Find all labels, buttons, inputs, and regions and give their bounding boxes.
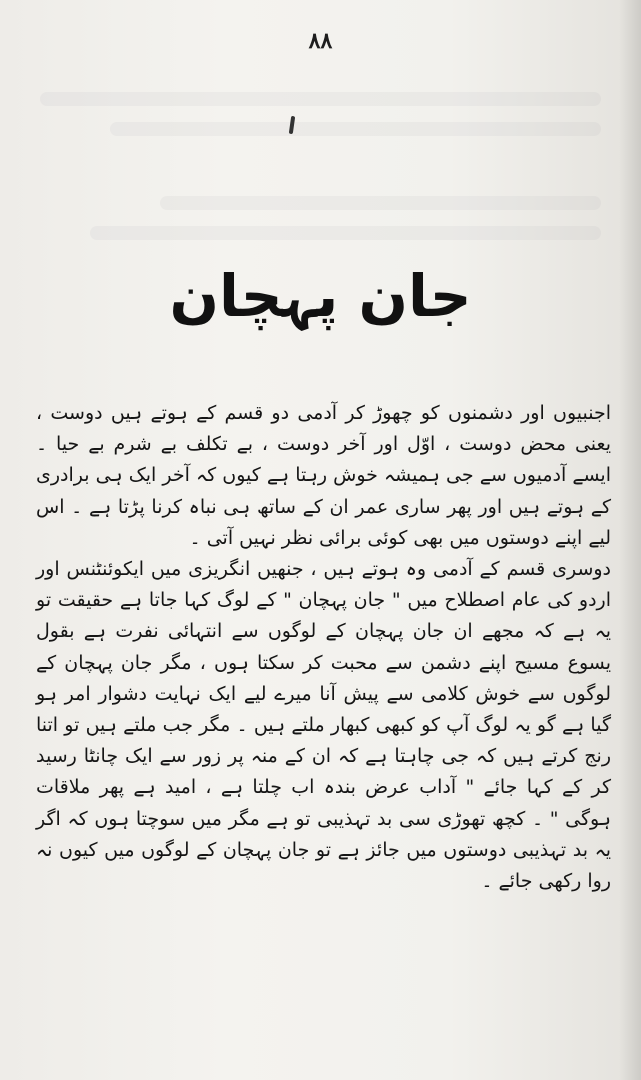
page-edge-shadow xyxy=(619,0,641,1080)
body-text xyxy=(36,398,611,897)
page-number: ۸۸ xyxy=(308,28,333,54)
chapter-title: جان پہچان xyxy=(169,262,472,330)
bleed-through-line xyxy=(40,92,601,106)
bleed-through-line xyxy=(110,122,601,136)
bleed-through-line xyxy=(90,226,601,240)
paragraph-2: دوسری قسم کے آدمی وہ ہوتے ہیں ، جنھیں انگریزی میں ایکوئنٹنس اور اردو کی عام اصطلاح میں " جان پہچان " کے لوگ کہا جاتا ہے حقیقت تو یہ ہے کہ مجھے ان جان پہچان کے لوگوں سے انتہائی نفرت ہے بقول یسوع مسیح اپنے دشمن سے محبت کر سکتا ہوں ، مگر جان پہچان کے لوگوں سے خوش کلامی سے پیش آنا میرے لیے ایک نہایت دشوار امر ہو گیا ہے گو یہ لوگ آپ کو کبھی کبھار ملتے ہیں ۔ مگر جب ملتے ہیں تو اتنا رنج کرتے ہیں کہ جی چاہتا ہے کہ ان کے منہ پر زور سے ایک چانٹا رسید کر کے کہا جائے " آداب عرض بندہ اب چلتا ہے ، امید ہے پھر ملاقات ہوگی " ۔ کچھ تھوڑی سی بد تہذیبی تو ہے مگر میں سوچتا ہوں کہ اگر یہ بد تہذیبی دوستوں میں جائز ہے تو جان پہچان کے لوگوں میں کیوں نہ روا رکھی جائے ۔ xyxy=(36,558,611,893)
bleed-through-line xyxy=(160,196,601,210)
paragraph-1: اجنبیوں اور دشمنوں کو چھوڑ کر آدمی دو قسم کے ہوتے ہیں دوست ، یعنی محض دوست ، اوّل اور آخر دوست ، بے تکلف بے شرم بے حیا ۔ ایسے آدمیوں سے جی ہمیشہ خوش رہتا ہے کیوں کہ آخر ایک ہی برادری کے ہوتے ہیں اور پھر ساری عمر ان کے ساتھ ہی نباہ کرنا پڑتا ہے ۔ اس لیے اپنے دوستوں میں بھی کوئی برائی نظر نہیں آتی ۔ xyxy=(36,402,611,549)
